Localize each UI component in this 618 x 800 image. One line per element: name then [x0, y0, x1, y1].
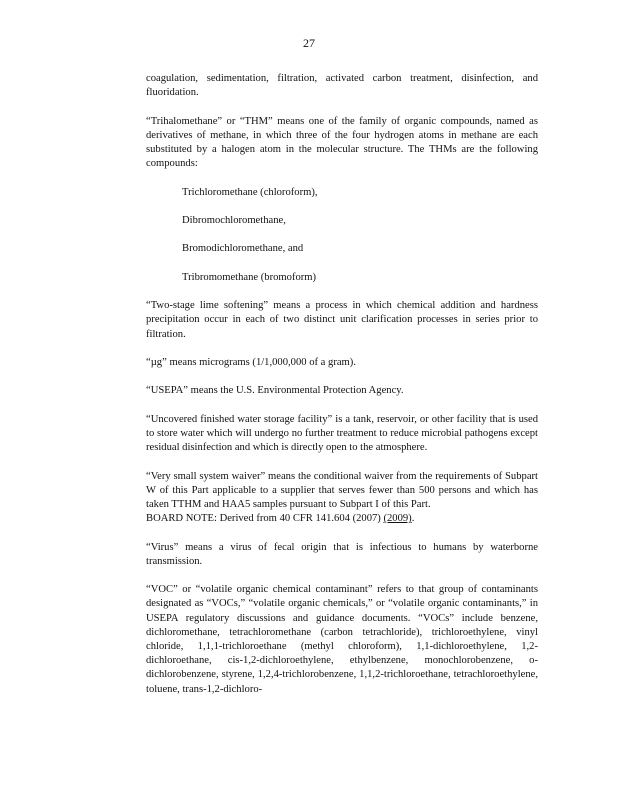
thm-item-1: Trichloromethane (chloroform), [182, 186, 318, 198]
definition-two-stage-lime-softening: “Two-stage lime softening” means a process in which chemical addition and hardness precipitation occur in each of two distinct unit clarification processes in series prior to filtration. [146, 300, 538, 340]
board-note [146, 512, 538, 526]
paragraph-intro: coagulation, sedimentation, filtration, activated carbon treatment, disinfection, and fluoridation. [146, 73, 538, 99]
board-note-amended-year: (2009) [383, 513, 412, 525]
definition-uncovered-storage-facility: “Uncovered finished water storage facility” is a tank, reservoir, or other facility that is used to store water which will undergo no further treatment to reduce microbial pathogens except residual disinfection and which is directly open to the atmosphere. [146, 413, 538, 454]
definition-trihalomethane: “Trihalomethane” or “THM” means one of the family of organic compounds, named as derivatives of methane, in which three of the four hydrogen atoms in methane are each substituted by a halogen atom in the molecular structure. The THMs are the following compounds: [146, 115, 538, 170]
board-note-period: . [411, 513, 415, 525]
definition-microgram: “µg” means micrograms (1/1,000,000 of a gram). [146, 356, 356, 368]
definition-voc: “VOC” or “volatile organic chemical contaminant” refers to that group of contaminants designated as “VOCs,” “volatile organic chemicals,” or “volatile organic contaminants,” in USEPA regulatory discussions and guidance documents. “VOCs” include benzene, dichloromethane, tetrachloromethane (carbon tetrachloride), trichloroethylene, vinyl chloride, 1,1,1-trichloroethane (methyl chloroform), 1,1-dichloroethylene, 1,2-dichloroethane, cis-1,2-dichloroethylene, ethylbenzene, monochlorobenzene, o-dichlorobenzene, styrene, 1,2,4-trichlorobenzene, 1,1,2-trichloroethane, tetrachloroethylene, toluene, trans-1,2-dichloro- [146, 584, 538, 695]
definition-very-small-system-waiver: “Very small system waiver” means the conditional waiver from the requirements of Subpart W of this Part applicable to a supplier that serves fewer than 500 persons and which has taken TTHM and HAA5 samples pursuant to Subpart I of this Part. [146, 470, 538, 510]
thm-item-2: Dibromochloromethane, [182, 214, 286, 226]
definition-usepa: “USEPA” means the U.S. Environmental Protection Agency. [146, 385, 404, 397]
thm-item-4: Tribromomethane (bromoform) [182, 271, 317, 283]
board-note-text: BOARD NOTE: Derived from 40 CFR 141.604 (2007) [146, 513, 381, 525]
page-number: 27 [303, 36, 315, 50]
definition-virus: “Virus” means a virus of fecal origin that is infectious to humans by waterborne transmission. [146, 541, 538, 567]
body-text [146, 72, 538, 711]
thm-item-3: Bromodichloromethane, and [182, 243, 304, 255]
